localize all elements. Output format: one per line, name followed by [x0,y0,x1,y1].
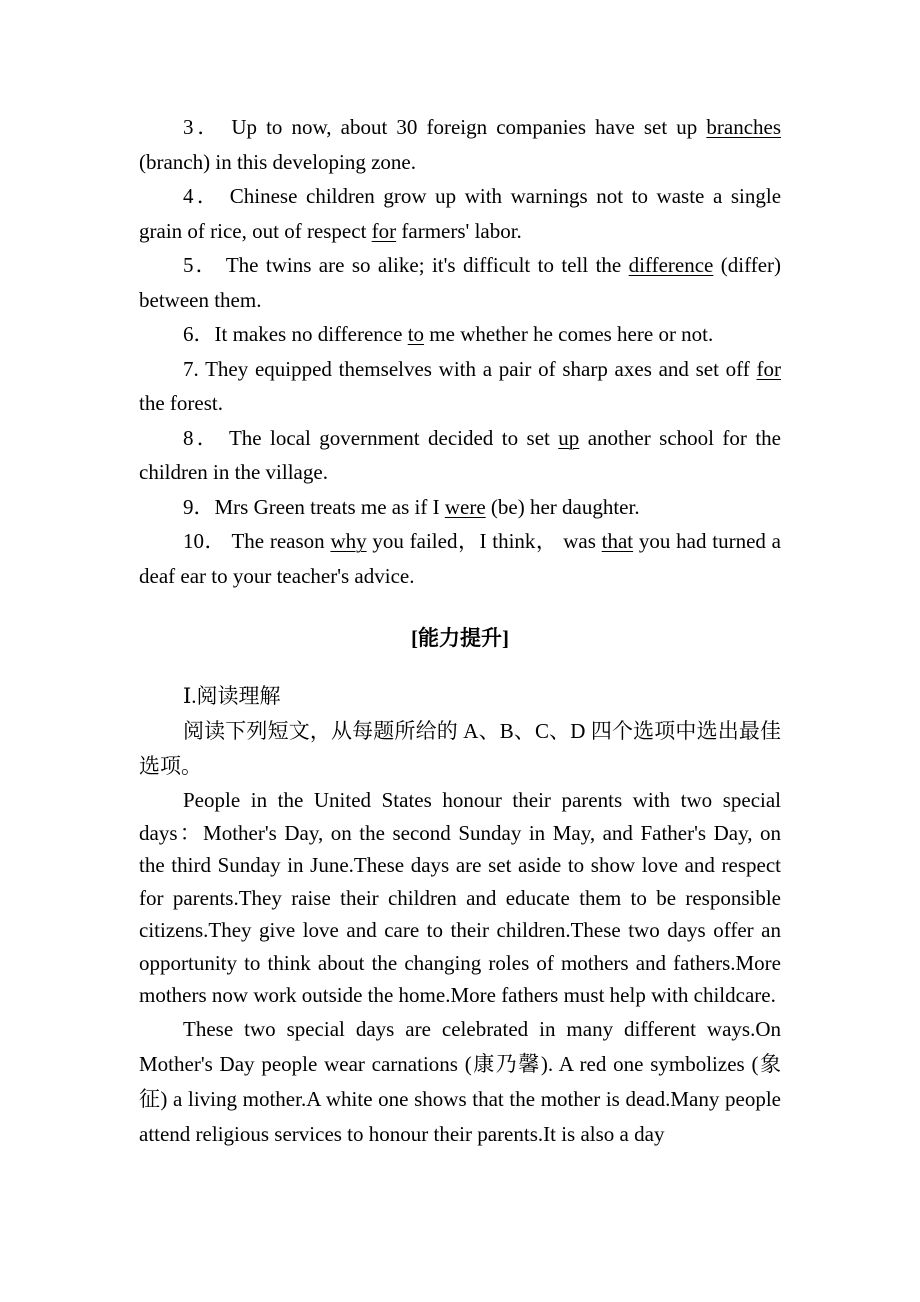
answer-blank: to [407,322,425,346]
answer-blank: difference [628,253,714,277]
exercise-9 [139,490,781,525]
passage-paragraph-1: People in the United States honour their parents with two special days：Mother's Day, on the second Sunday in May, and Father's Day, on the third Sunday in June.These days are set aside to show love and respect for parents.They raise their children and educate them to be responsible citizens.They give love and care to their children.These two days offer an opportunity to think about the changing roles of mothers and fathers.More mothers now work outside the home.More fathers must help with childcare. [139,788,781,1007]
exercise-list [139,110,781,593]
exercise-text: farmers' labor. [396,218,522,243]
exercise-text: (differ) between them. [139,253,782,312]
answer-blank: for [756,356,781,381]
exercise-text: It makes no difference [214,322,408,346]
part-label: Ⅰ.阅读理解 [183,684,281,708]
answer-blank: were [444,494,486,519]
reading-instruction: 阅读下列短文，从每题所给的 A、B、C、D 四个选项中选出最佳选项。 [139,719,781,778]
exercise-5 [139,248,781,317]
exercise-4 [139,179,781,248]
passage-paragraph-2: These two special days are celebrated in many different ways.On Mother's Day people wear carnations (康乃馨). A red one symbolizes (象征) a living mother.A white one shows that the mother is dead.Many people attend religious services to honour their parents.It is also a day [139,1016,781,1146]
reading-section [139,679,781,1152]
exercise-number: 7. [183,356,199,381]
exercise-number: 8． [183,425,221,450]
exercise-8 [139,421,781,490]
answer-blank: branches [706,115,782,139]
section-heading: [能力提升] [411,626,509,650]
exercise-number: 5． [183,253,219,277]
exercise-number: 9． [183,494,215,519]
exercise-text: you failed，I think， was [366,529,602,553]
exercise-text: They equipped themselves with a pair of sharp axes and set off [205,356,757,381]
exercise-number: 3． [183,115,223,139]
exercise-text: (be) her daughter. [485,494,640,519]
exercise-number: 6． [183,322,215,346]
exercise-text: another school for the children in the village. [139,425,781,484]
exercise-text: the forest. [139,391,223,415]
exercise-3 [139,110,781,179]
exercise-text: The twins are so alike; it's difficult to tell the [225,253,629,277]
exercise-text: Chinese children grow up with warnings not to waste a single grain of rice, out of respect [139,184,782,243]
answer-blank: that [601,529,634,553]
answer-blank: why [330,529,367,553]
exercise-text: Up to now, about 30 foreign companies have set up [231,115,707,139]
exercise-text: The reason [231,529,331,553]
exercise-10 [139,524,781,593]
exercise-text: me whether he comes here or not. [424,322,714,346]
answer-blank: for [371,218,397,243]
exercise-number: 4． [183,184,222,208]
answer-blank: up [558,425,580,450]
exercise-7 [139,352,781,421]
exercise-6 [139,317,781,352]
exercise-text: (branch) in this developing zone. [139,149,416,174]
exercise-text: you had turned a deaf ear to your teacher's advice. [139,529,782,588]
exercise-text: The local government decided to set [228,425,559,450]
exercise-text: Mrs Green treats me as if I [214,494,445,519]
exercise-number: 10． [183,529,227,553]
